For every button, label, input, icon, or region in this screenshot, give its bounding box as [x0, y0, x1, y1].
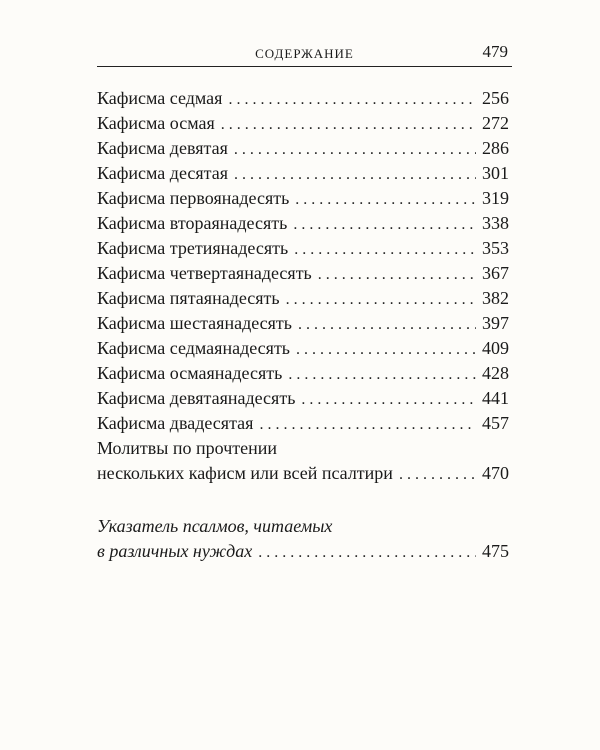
prayers-entry[interactable]	[97, 461, 509, 486]
toc-entry-label: Кафисма двадесятая	[97, 413, 254, 433]
dot-leader	[228, 87, 476, 112]
toc-entry-page: 272	[482, 113, 509, 133]
header-title: СОДЕРЖАНИЕ	[255, 46, 354, 61]
toc-entry-page: 353	[482, 238, 509, 258]
toc-entry-label: Кафисма третиянадесять	[97, 238, 289, 258]
toc-entry[interactable]	[97, 86, 509, 111]
toc-entry[interactable]	[97, 336, 509, 361]
index-entry-page: 475	[482, 541, 509, 561]
toc-entry-page: 367	[482, 263, 509, 283]
dot-leader	[295, 187, 476, 212]
toc-entry-page: 441	[482, 388, 509, 408]
toc-entry-label: Кафисма девятая	[97, 138, 228, 158]
toc-entry-page: 301	[482, 163, 509, 183]
toc-entry-label: Кафисма десятая	[97, 163, 229, 183]
toc-entry-label: Кафисма пятаянадесять	[97, 288, 280, 308]
running-header	[97, 44, 512, 67]
toc-entry-label: Кафисма девятаянадесять	[97, 388, 296, 408]
dot-leader	[234, 162, 476, 187]
table-of-contents	[97, 86, 509, 564]
toc-entry[interactable]	[97, 186, 509, 211]
toc-entry[interactable]	[97, 211, 509, 236]
toc-entry[interactable]	[97, 136, 509, 161]
header-page-number: 479	[482, 42, 508, 61]
toc-entry-label: Кафисма осмая	[97, 113, 215, 133]
toc-entry-page: 457	[482, 413, 509, 433]
toc-entry-page: 382	[482, 288, 509, 308]
toc-entry-label: Кафисма втораянадесять	[97, 213, 288, 233]
toc-entry-page: 319	[482, 188, 509, 208]
toc-entry[interactable]	[97, 311, 509, 336]
toc-entry-label: Кафисма четвертаянадесять	[97, 263, 312, 283]
toc-entry-page: 409	[482, 338, 509, 358]
dot-leader	[293, 212, 476, 237]
dot-leader	[258, 540, 476, 565]
dot-leader	[399, 462, 476, 487]
toc-entry[interactable]	[97, 236, 509, 261]
prayers-entry-line1: Молитвы по прочтении	[97, 438, 277, 458]
dot-leader	[288, 362, 476, 387]
index-entry-line2: в различных нуждах	[97, 541, 253, 561]
toc-entry-page: 397	[482, 313, 509, 333]
toc-entry-page: 286	[482, 138, 509, 158]
toc-entry-page: 256	[482, 88, 509, 108]
toc-entry-page: 428	[482, 363, 509, 383]
toc-entry[interactable]	[97, 286, 509, 311]
toc-entry-label: Кафисма первоянадесять	[97, 188, 290, 208]
dot-leader	[234, 137, 476, 162]
toc-entry-page: 338	[482, 213, 509, 233]
dot-leader	[286, 287, 476, 312]
toc-entry-label: Кафисма осмаянадесять	[97, 363, 283, 383]
index-entry[interactable]	[97, 539, 509, 564]
dot-leader	[259, 412, 476, 437]
dot-leader	[221, 112, 476, 137]
dot-leader	[296, 337, 476, 362]
toc-entry[interactable]	[97, 261, 509, 286]
toc-entry-label: Кафисма седмаянадесять	[97, 338, 291, 358]
dot-leader	[298, 312, 476, 337]
prayers-entry-page: 470	[482, 463, 509, 483]
dot-leader	[294, 237, 476, 262]
toc-entry[interactable]	[97, 111, 509, 136]
toc-entry[interactable]	[97, 411, 509, 436]
toc-entry[interactable]	[97, 161, 509, 186]
toc-entry[interactable]	[97, 386, 509, 411]
prayers-entry-line2: нескольких кафисм или всей псалтири	[97, 463, 393, 483]
toc-entry-label: Кафисма седмая	[97, 88, 223, 108]
toc-entry[interactable]	[97, 361, 509, 386]
toc-entries	[97, 86, 509, 436]
dot-leader	[301, 387, 476, 412]
dot-leader	[318, 262, 476, 287]
index-entry-line1: Указатель псалмов, читаемых	[97, 516, 333, 536]
toc-entry-label: Кафисма шестаянадесять	[97, 313, 293, 333]
